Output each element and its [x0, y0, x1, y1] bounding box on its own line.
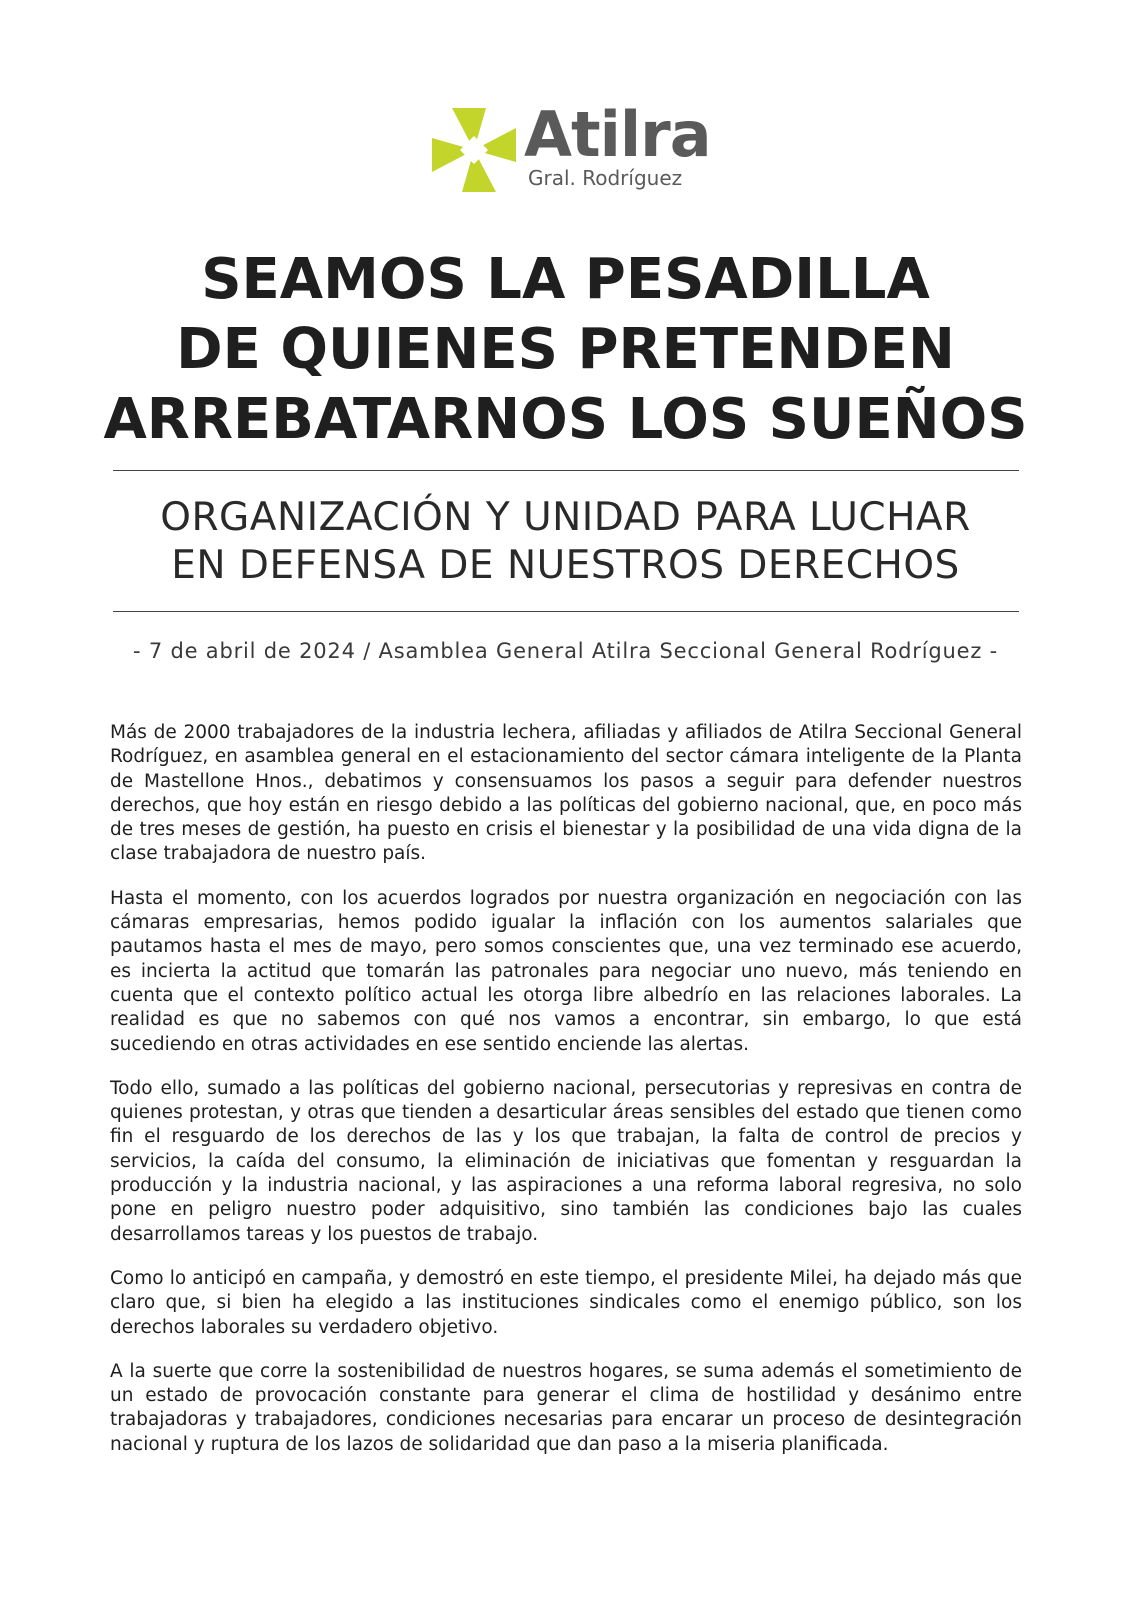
dateline: - 7 de abril de 2024 / Asamblea General Atilra Seccional General Rodríguez -	[132, 639, 999, 663]
paragraph: Como lo anticipó en campaña, y demostró en este tiempo, el presidente Milei, ha dejado más que claro que, si bien ha elegido a las instituciones sindicales como el enemigo público, son los derechos laborales su verdadero objetivo.	[110, 1267, 1022, 1338]
subheadline-line: ORGANIZACIÓN Y UNIDAD PARA LUCHAR	[160, 495, 971, 540]
body-text	[110, 721, 1022, 1477]
paragraph: Hasta el momento, con los acuerdos logrados por nuestra organización en negociación con las cámaras empresarias, hemos podido igualar la inflación con los aumentos salariales que pautamos hasta el mes de mayo, pero somos conscientes que, una vez terminado ese acuerdo, es incierta la actitud que tomarán las patronales para negociar uno nuevo, más teniendo en cuenta que el contexto político actual les otorga libre albedrío en las relaciones laborales. La realidad es que no sabemos con qué nos vamos a encontrar, sin embargo, lo que está sucediendo en otras actividades en ese sentido enciende las alertas.	[110, 887, 1022, 1055]
headline-line: SEAMOS LA PESADILLA	[201, 247, 930, 312]
headline	[60, 245, 1071, 455]
paragraph: Todo ello, sumado a las políticas del gobierno nacional, persecutorias y represivas en contra de quienes protestan, y otras que tienden a desarticular áreas sensibles del estado que tienen como fin el resguardo de los derechos de las y los que trabajan, la falta de control de precios y servicios, la caída del consumo, la eliminación de iniciativas que fomentan y resguardan la producción y la industria nacional, y las aspiraciones a una reforma laboral regresiva, no solo pone en peligro nuestro poder adquisitivo, sino también las condiciones bajo las cuales desarrollamos tareas y los puestos de trabajo.	[110, 1077, 1022, 1245]
headline-line: DE QUIENES PRETENDEN	[176, 317, 955, 382]
paragraph: A la suerte que corre la sostenibilidad de nuestros hogares, se suma además el sometimiento de un estado de provocación constante para generar el clima de hostilidad y desánimo entre trabajadoras y trabajadores, condiciones necesarias para encarar un proceso de desintegración nacional y ruptura de los lazos de solidaridad que dan paso a la miseria planificada.	[110, 1360, 1022, 1455]
paragraph: Más de 2000 trabajadores de la industria lechera, afiliadas y afiliados de Atilra Seccional General Rodríguez, en asamblea general en el estacionamiento del sector cámara inteligente de la Planta de Mastellone Hnos., debatimos y consensuamos los pasos a seguir para defender nuestros derechos, que hoy están en riesgo debido a las políticas del gobierno nacional, que, en poco más de tres meses de gestión, ha puesto en crisis el bienestar y la posibilidad de una vida digna de la clase trabajadora de nuestro país.	[110, 722, 1022, 865]
brand-subtitle: Gral. Rodríguez	[528, 166, 683, 190]
aperture-logo-icon	[432, 108, 516, 192]
atilra-logo	[432, 98, 711, 194]
headline-line: ARREBATARNOS LOS SUEÑOS	[103, 387, 1028, 452]
subheadline	[60, 494, 1071, 590]
divider-top	[113, 470, 1019, 471]
divider-bottom	[113, 611, 1019, 612]
subheadline-line: EN DEFENSA DE NUESTROS DERECHOS	[171, 543, 960, 588]
brand-name: Atilra	[524, 98, 711, 171]
